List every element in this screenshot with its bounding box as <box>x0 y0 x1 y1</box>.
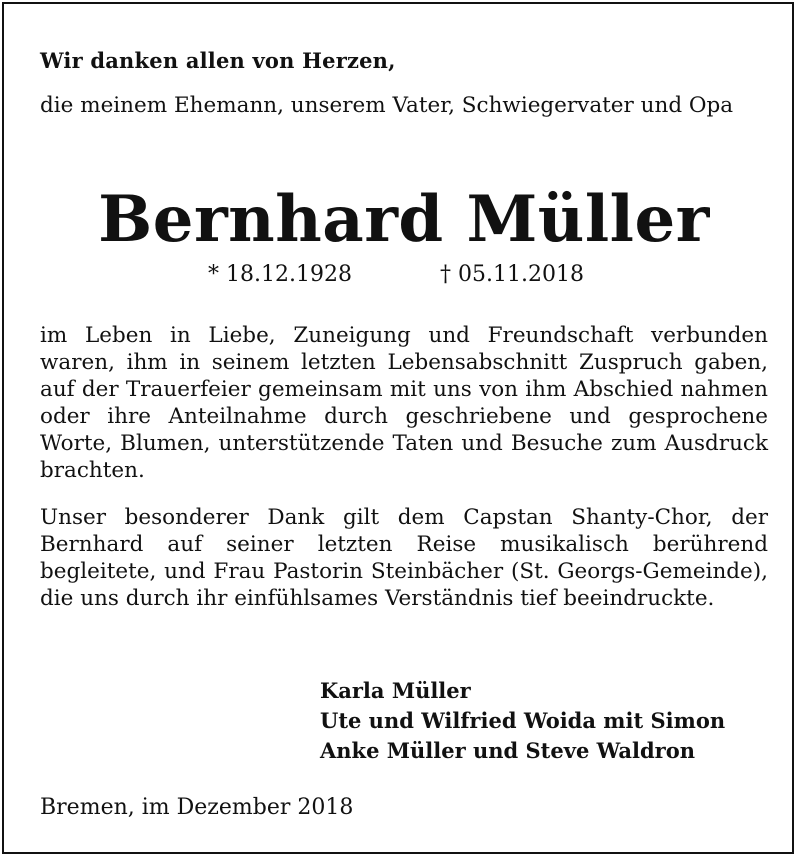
special-thanks-paragraph: Unser besonderer Dank gilt dem Capstan Shanty-Chor, der Bernhard auf seiner letzten Reise musikalisch berührend begleitete, und Frau Pastorin Steinbächer (St. Georgs-Gemeinde), die uns durch ihr einfühlsames Verständnis tief beeindruckte. <box>40 505 768 611</box>
obituary-notice <box>2 2 794 854</box>
death-date: † 05.11.2018 <box>440 262 584 287</box>
deceased-name: Bernhard Müller <box>98 182 710 257</box>
signatory: Ute und Wilfried Woida mit Simon <box>320 708 726 733</box>
greeting-heading: Wir danken allen von Herzen, <box>40 48 396 73</box>
place-and-date: Bremen, im Dezember 2018 <box>40 795 354 820</box>
intro-text: die meinem Ehemann, unserem Vater, Schwiegervater und Opa <box>40 93 734 118</box>
signatory: Anke Müller und Steve Waldron <box>320 738 695 763</box>
signatory: Karla Müller <box>320 678 471 703</box>
birth-date: * 18.12.1928 <box>208 262 352 287</box>
thanks-paragraph: im Leben in Liebe, Zuneigung und Freundschaft verbunden waren, ihm in seinem letzten Lebensabschnitt Zuspruch gaben, auf der Trauerfeier gemeinsam mit uns von ihm Abschied nahmen oder ihre Anteilnahme durch geschriebene und gesprochene Worte, Blumen, unterstützende Taten und Besuche zum Ausdruck brachten. <box>40 323 768 483</box>
